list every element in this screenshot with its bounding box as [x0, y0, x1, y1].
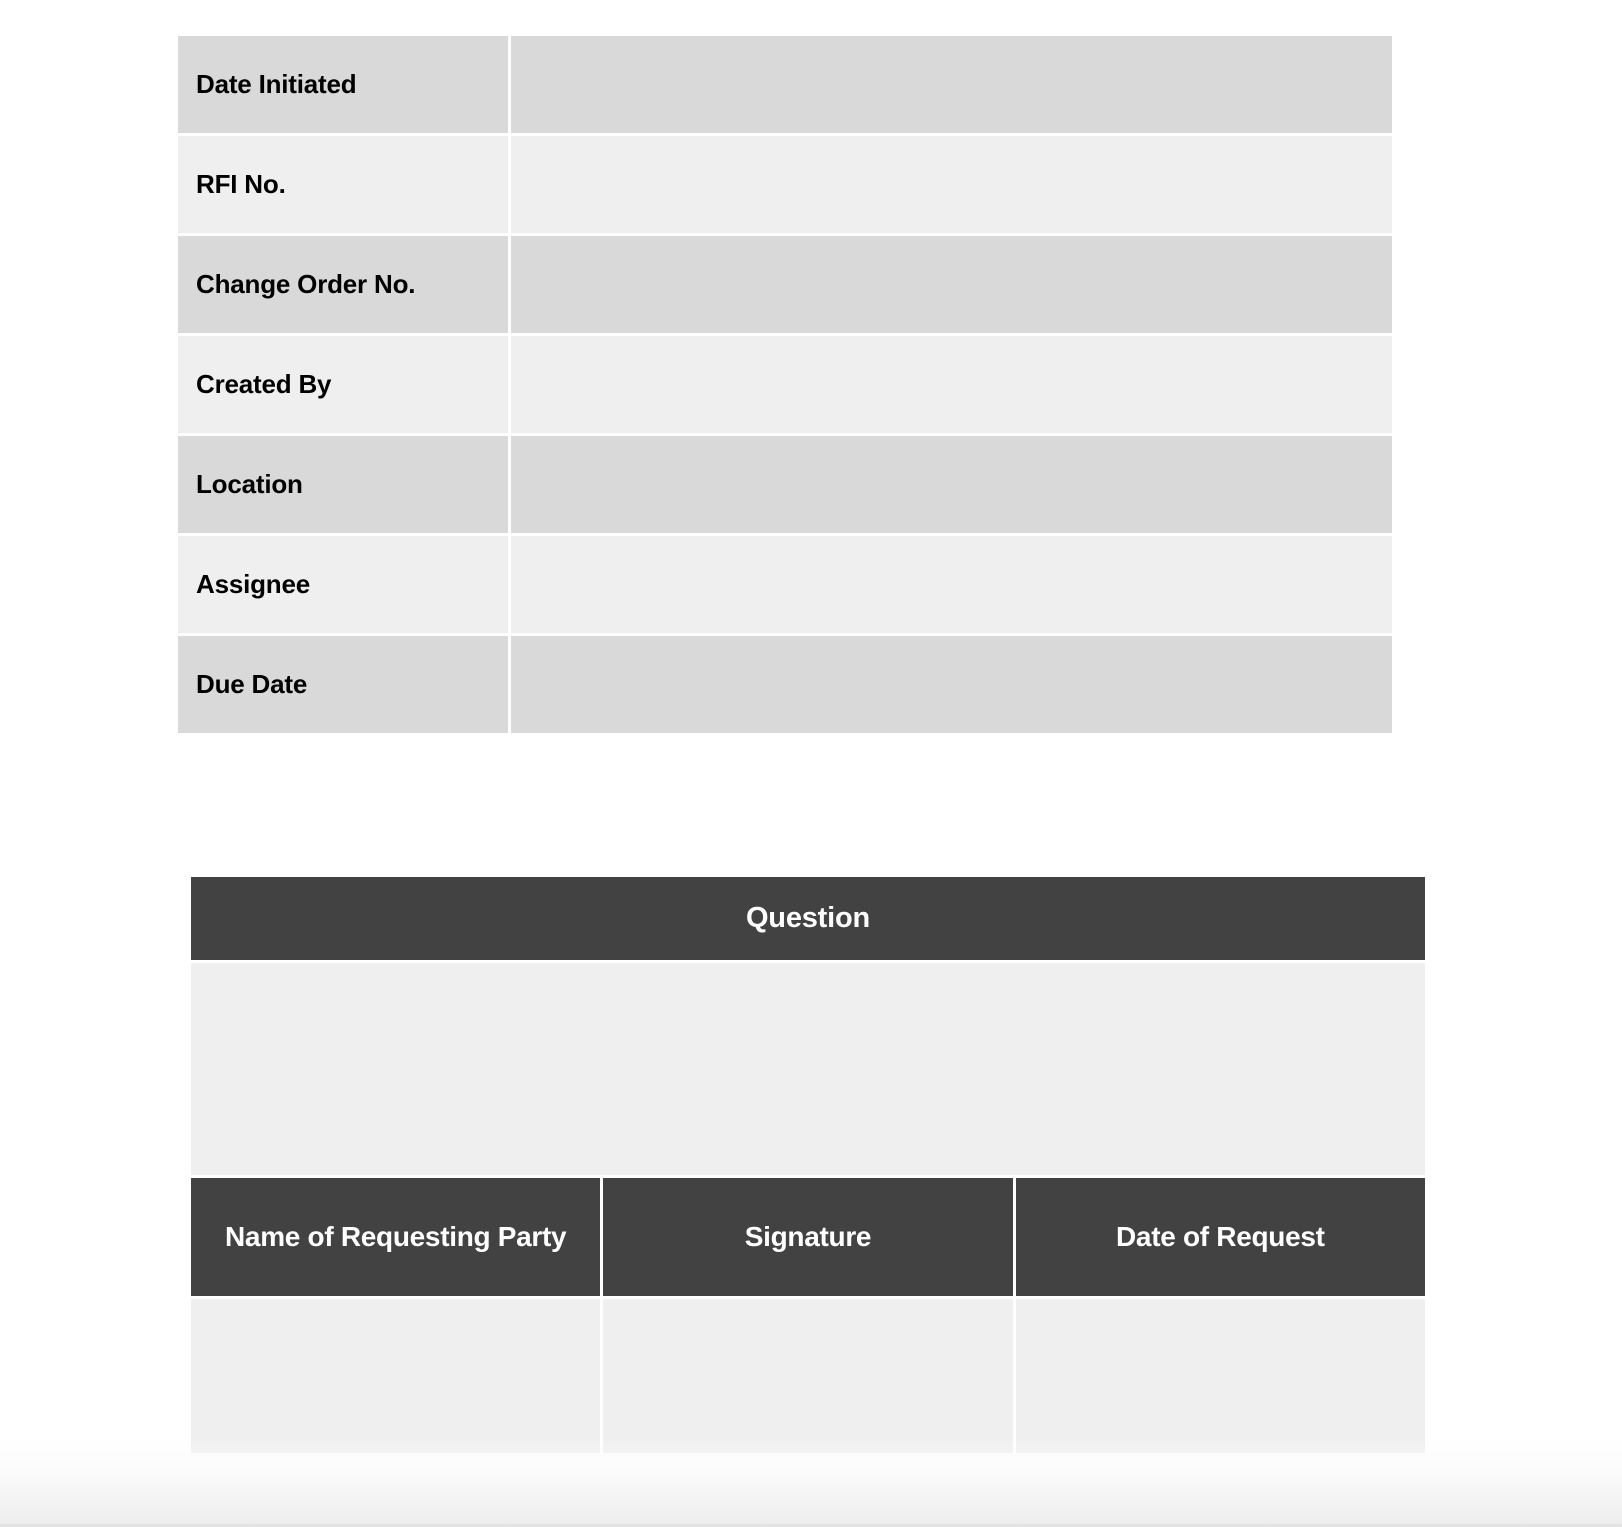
column-header-signature: Signature — [603, 1178, 1012, 1296]
column-header-date-of-request: Date of Request — [1016, 1178, 1425, 1296]
info-value-due-date[interactable] — [511, 636, 1392, 733]
info-value-location[interactable] — [511, 436, 1392, 533]
table-row — [178, 436, 1392, 533]
info-label-due-date: Due Date — [178, 636, 508, 733]
rfi-info-table — [175, 33, 1395, 736]
signoff-header-row — [191, 1178, 1425, 1296]
table-row — [178, 36, 1392, 133]
info-label-rfi-no: RFI No. — [178, 136, 508, 233]
info-value-assignee[interactable] — [511, 536, 1392, 633]
info-label-location: Location — [178, 436, 508, 533]
info-label-created-by: Created By — [178, 336, 508, 433]
signoff-value-name-of-requesting-party[interactable] — [191, 1299, 600, 1453]
table-row — [178, 136, 1392, 233]
info-value-date-initiated[interactable] — [511, 36, 1392, 133]
info-value-change-order-no[interactable] — [511, 236, 1392, 333]
info-label-date-initiated: Date Initiated — [178, 36, 508, 133]
signoff-value-date-of-request[interactable] — [1016, 1299, 1425, 1453]
signoff-body-row — [191, 1299, 1425, 1453]
table-row — [178, 536, 1392, 633]
table-row — [178, 636, 1392, 733]
question-answer-field[interactable] — [191, 963, 1425, 1175]
info-value-created-by[interactable] — [511, 336, 1392, 433]
info-value-rfi-no[interactable] — [511, 136, 1392, 233]
info-label-change-order-no: Change Order No. — [178, 236, 508, 333]
question-table — [188, 874, 1428, 1456]
signoff-value-signature[interactable] — [603, 1299, 1012, 1453]
table-row — [178, 236, 1392, 333]
info-label-assignee: Assignee — [178, 536, 508, 633]
question-header: Question — [191, 877, 1425, 960]
table-row — [178, 336, 1392, 433]
question-body-row — [191, 963, 1425, 1175]
question-header-row — [191, 877, 1425, 960]
column-header-name-of-requesting-party: Name of Requesting Party — [191, 1178, 600, 1296]
